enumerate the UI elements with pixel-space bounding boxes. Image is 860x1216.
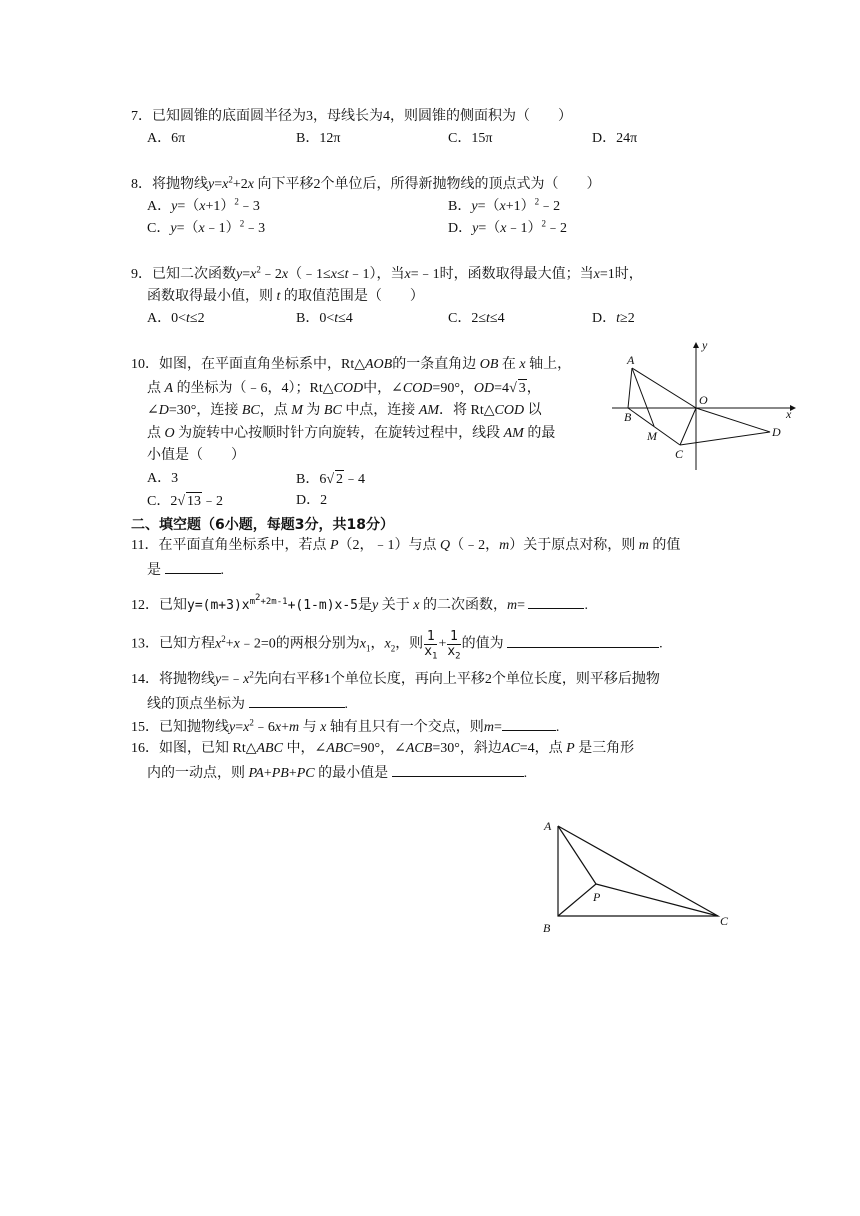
q16-label-b: B xyxy=(543,921,551,935)
q7-option-b: B．12π xyxy=(296,131,341,146)
q10-option-d: D．2 xyxy=(296,493,328,508)
q11-answer-blank[interactable] xyxy=(165,559,221,574)
q9-option-c: C．2≤t≤4 xyxy=(448,311,505,326)
q15-answer-blank[interactable] xyxy=(502,716,556,731)
q10-label-y: y xyxy=(702,340,708,352)
q10-option-b: B．6√ 2﹣4 xyxy=(296,472,366,487)
q7-option-d: D．24π xyxy=(592,131,638,146)
q9-line1: 9．已知二次函数$y=x^2﹣2x(﹣1\le x\le t﹣1)$，当x=﹣1时，函数取得最大值；当x=1时， xyxy=(131,264,643,282)
q8-option-a: A．$y=(x+1)^2﹣3$ xyxy=(147,196,260,214)
q12-answer-blank[interactable] xyxy=(528,594,584,609)
q10-figure xyxy=(612,340,797,475)
q7-option-c: C．15π xyxy=(448,131,493,146)
q16-label-c: C xyxy=(720,914,729,928)
q10-label-b: B xyxy=(624,410,632,424)
q12-line: 12．已知$y=(m+3)x^{m^2+2m-1}+(1-m)x-5$是y 关于 x 的二次函数，m= . xyxy=(131,592,588,613)
q10-line2: 点 A 的坐标为（﹣6，4）；Rt△COD中，∠COD=90°，OD=4√ 3， xyxy=(147,381,541,396)
q14-line1: 14．将抛物线$y=﹣x^2$先向右平移1个单位长度，再向上平移2个单位长度，则平移后抛物 xyxy=(131,669,660,687)
q10-label-a: A xyxy=(627,353,635,367)
q8-option-c: C．y=（x﹣1）$^2$﹣3 xyxy=(147,218,266,236)
q10-line1: 10．如图，在平面直角坐标系中，Rt△AOB的一条直角边 OB 在 x 轴上， xyxy=(131,357,572,372)
q9-option-a: A．0<t≤2 xyxy=(147,311,205,326)
q8-option-d: D．y=（x﹣1）$^2$﹣2 xyxy=(448,218,567,236)
q7-option-a: A．6π xyxy=(147,131,186,146)
q10-label-c: C xyxy=(675,447,684,461)
q10-label-x: x xyxy=(786,407,792,421)
q10-line3: ∠D=30°，连接 BC，点 M 为 BC 中点，连接 AM．将 Rt△COD 以 xyxy=(147,403,542,418)
q16-label-p: P xyxy=(593,890,601,904)
q10-label-o: O xyxy=(699,393,708,407)
q16-answer-blank[interactable] xyxy=(392,762,524,777)
q10-label-m: M xyxy=(647,429,657,443)
q10-option-a: A．3 xyxy=(147,471,179,486)
q13-answer-blank[interactable] xyxy=(507,633,659,648)
q16-line2: 内的一动点，则 PA+PB+PC 的最小值是 . xyxy=(147,762,527,783)
q10-line4: 点 O 为旋转中心按顺时针方向旋转，在旋转过程中，线段 AM 的最 xyxy=(147,426,556,441)
q11-line2: 是 . xyxy=(147,559,224,580)
q10-label-d: D xyxy=(772,425,781,439)
q14-answer-blank[interactable] xyxy=(249,693,345,708)
q10-option-c: C．2√ 13﹣2 xyxy=(147,494,224,509)
q16-label-a: A xyxy=(544,819,552,833)
section2-heading: 二、填空题（6小题，每题3分，共18分） xyxy=(131,517,394,533)
q9-option-b: B．0<t≤4 xyxy=(296,311,353,326)
q16-figure xyxy=(538,812,738,942)
q11-line1: 11．在平面直角坐标系中，若点 P（2，﹣1）与点 Q（﹣2，m）关于原点对称，则 m 的值 xyxy=(131,538,681,553)
q8-stem: 8．将抛物线$y=x^2+2x$ 向下平移2个单位后，所得新抛物线的顶点式为（ ） xyxy=(131,174,601,192)
q9-option-d: D．t≥2 xyxy=(592,311,635,326)
q8-option-b: B．$y=(x+1)^2﹣2$ xyxy=(448,196,561,214)
q7-stem: 7．已知圆锥的底面圆半径为3，母线长为4，则圆锥的侧面积为（ ） xyxy=(131,109,572,124)
q16-line1: 16．如图，已知 Rt△ABC 中，∠ABC=90°，∠ACB=30°，斜边AC=4，点 P 是三角形 xyxy=(131,741,635,756)
q15-line: 15．已知抛物线$y=x^2﹣6x+m$ 与 x 轴有且只有一个交点，则m= . xyxy=(131,717,560,735)
q10-line5: 小值是（ ） xyxy=(147,448,245,463)
q9-line2: 函数取得最小值，则 t 的取值范围是（ ） xyxy=(147,289,424,304)
q14-line2: 线的顶点坐标为 . xyxy=(147,693,348,714)
q13-line: 13．已知方程$x^2+x﹣2=0$的两根分别为$x_1$，$x_2$，则 $\frac{1}{x_1}$ + $\frac{1}{x_2}$ 的值为 . xyxy=(131,629,663,662)
